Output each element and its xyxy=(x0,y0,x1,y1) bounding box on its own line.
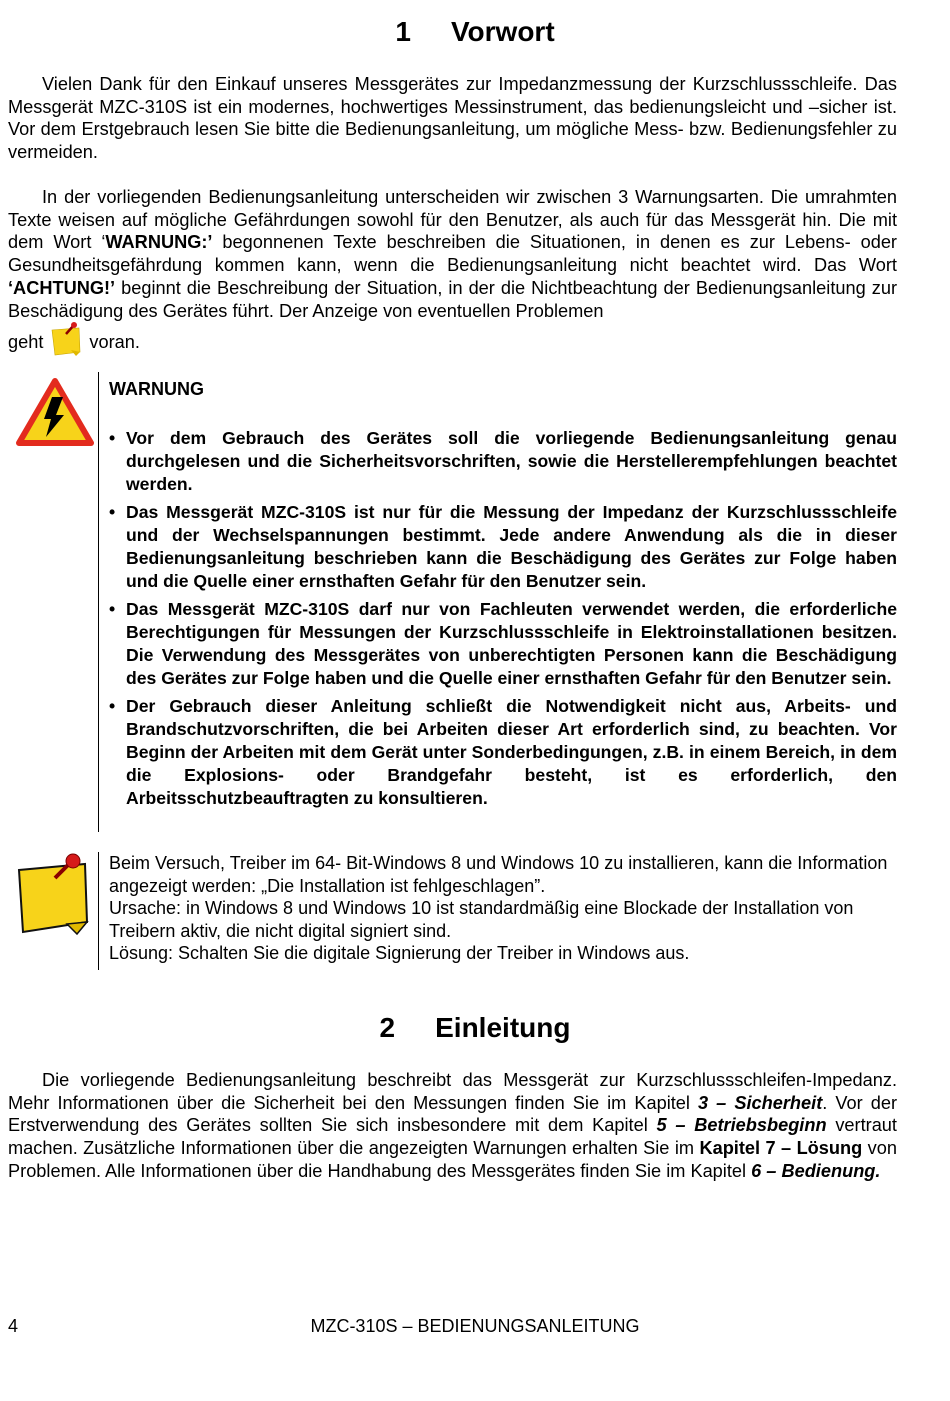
section-heading-einleitung xyxy=(0,1012,950,1044)
warning-text-part3: beginnt die Beschreibung der Situation, in der die Nichtbeachtung der Bedienungsanleitung zur Beschädigung des Gerätes führt. Der Anzeige von eventuellen Problemen xyxy=(8,277,897,321)
problem-indicator-line xyxy=(8,322,140,362)
warning-item-text: Vor dem Gebrauch des Gerätes soll die vorliegende Bedienungsanleitung genau durchgelesen und die Sicherheitsvorschriften, sowie die Herstellerempfehlungen beachtet werden. xyxy=(126,428,897,494)
section-title: Vorwort xyxy=(450,16,555,47)
warning-item-text: Das Messgerät MZC-310S darf nur von Fachleuten verwendet werden, die erforderliche Berechtigungen für Messungen der Kurzschlussschleife in Elektroinstallationen besitzen. Die Verwendung des Messgerätes von unberechtigten Personen kann die Beschädigung des Gerätes zur Folge haben und die Quelle einer ernsthaften Gefahr für den Benutzer sein. xyxy=(126,599,897,688)
footer-title: MZC-310S – BEDIENUNGSANLEITUNG xyxy=(310,1316,640,1336)
warning-item xyxy=(109,695,897,810)
chapter-ref-sicherheit: 3 – Sicherheit xyxy=(698,1092,823,1113)
note-line-1: Beim Versuch, Treiber im 64- Bit-Windows 8 und Windows 10 zu installieren, kann die Information angezeigt werden: „Die Installation ist fehlgeschlagen”. xyxy=(109,853,888,896)
note-box xyxy=(98,852,889,970)
warning-list xyxy=(109,427,897,810)
pinned-note-icon xyxy=(15,852,95,943)
section-number: 2 xyxy=(379,1012,396,1043)
section-title: Einleitung xyxy=(435,1012,571,1043)
geht-word: geht xyxy=(8,331,44,352)
section-heading-vorwort xyxy=(0,16,950,48)
bullet: • xyxy=(109,696,116,716)
section-number: 1 xyxy=(395,16,411,47)
warnung-keyword: WARNUNG:’ xyxy=(105,232,213,253)
warning-item xyxy=(109,427,897,496)
small-pinned-note-icon xyxy=(49,322,83,363)
voran-word: voran. xyxy=(89,331,140,352)
bullet: • xyxy=(109,599,116,619)
intro-paragraph: Vielen Dank für den Einkauf unseres Messgerätes zur Impedanzmessung der Kurzschlussschleife. Das Messgerät MZC-310S ist ein modernes, hochwertiges Messinstrument, das bedienungsleicht und –sicher ist. Vor dem Erstgebrauch lesen Sie bitte die Bedienungsanleitung, um mögliche Mess- bzw. Bedienungsfehler zu vermeiden. xyxy=(8,74,897,163)
page-number: 4 xyxy=(8,1316,19,1336)
chapter-ref-bedienung: 6 – Bedienung. xyxy=(751,1160,881,1181)
einleitung-text-1: Die vorliegende Bedienungsanleitung beschreibt das Messgerät zur Kurzschlussschleifen-Impedanz. Mehr Informationen über die Sicherheit bei den Messungen finden Sie im Kapitel xyxy=(8,1070,897,1113)
warning-item-text: Das Messgerät MZC-310S ist nur für die Messung der Impedanz der Kurzschlussschleife und der Wechselspannungen bestimmt. Jede andere Anwendung als die in dieser Bedienungsanleitung beschrieben kann die Beschädigung des Gerätes zur Folge haben und die Quelle einer ernsthaften Gefahr für den Benutzer sein. xyxy=(126,502,897,591)
bullet: • xyxy=(109,428,116,448)
einleitung-text-2: . Vor der Erstverwendung des Gerätes sollten Sie sich insbesondere mit dem Kapitel xyxy=(8,1092,898,1136)
warning-box xyxy=(98,372,897,832)
achtung-keyword: ‘ACHTUNG!’ xyxy=(8,277,116,298)
warning-text-part1: In der vorliegenden Bedienungsanleitung unterscheiden wir zwischen 3 Warnungsarten. Die umrahmten Texte weisen auf mögliche Gefährdungen sowohl für den Benutzer, als auch für das Messgerät hin. Die mit dem Wort ‘ xyxy=(8,187,897,253)
warning-item xyxy=(109,501,897,593)
warning-item xyxy=(109,598,897,690)
high-voltage-warning-icon xyxy=(16,377,94,452)
chapter-ref-loesung: Kapitel 7 – Lösung xyxy=(699,1138,863,1159)
warning-item-text: Der Gebrauch dieser Anleitung schließt die Notwendigkeit nicht aus, Arbeits- und Brandschutzvorschriften, die bei Arbeiten dieser Art erforderlich sind, zu beachten. Vor Beginn der Arbeiten mit dem Gerät unter Sonderbedingungen, z.B. in einem Bereich, in dem die Explosions- oder Brandgefahr besteht, ist es erforderlich, den Arbeitsschutzbeauftragten zu konsultieren. xyxy=(126,696,897,808)
bullet: • xyxy=(109,502,116,522)
warning-box-title: WARNUNG xyxy=(109,379,204,399)
chapter-ref-betriebsbeginn: 5 – Betriebsbeginn xyxy=(656,1115,827,1136)
warning-types-paragraph xyxy=(8,186,897,322)
note-line-2: Ursache: in Windows 8 und Windows 10 ist standardmäßig eine Blockade der Installation von Treibern aktiv, die nicht digital signiert sind. xyxy=(109,898,854,941)
warning-text-part2: begonnenen Texte beschreiben die Situationen, in denen es zur Lebens- oder Gesundheitsgefährdung kommen kann, wenn die Bedienungsanleitung nicht beachtet wird. Das Wort xyxy=(8,232,897,276)
einleitung-text-3: vertraut machen. Zusätzliche Informationen über die angezeigten Warnungen erhalten Sie im xyxy=(8,1115,897,1159)
note-line-3: Lösung: Schalten Sie die digitale Signierung der Treiber in Windows aus. xyxy=(109,943,690,964)
einleitung-text-4: von Problemen. Alle Informationen über die Handhabung des Messgerätes finden Sie im Kapitel xyxy=(8,1138,897,1181)
einleitung-paragraph xyxy=(8,1069,897,1183)
